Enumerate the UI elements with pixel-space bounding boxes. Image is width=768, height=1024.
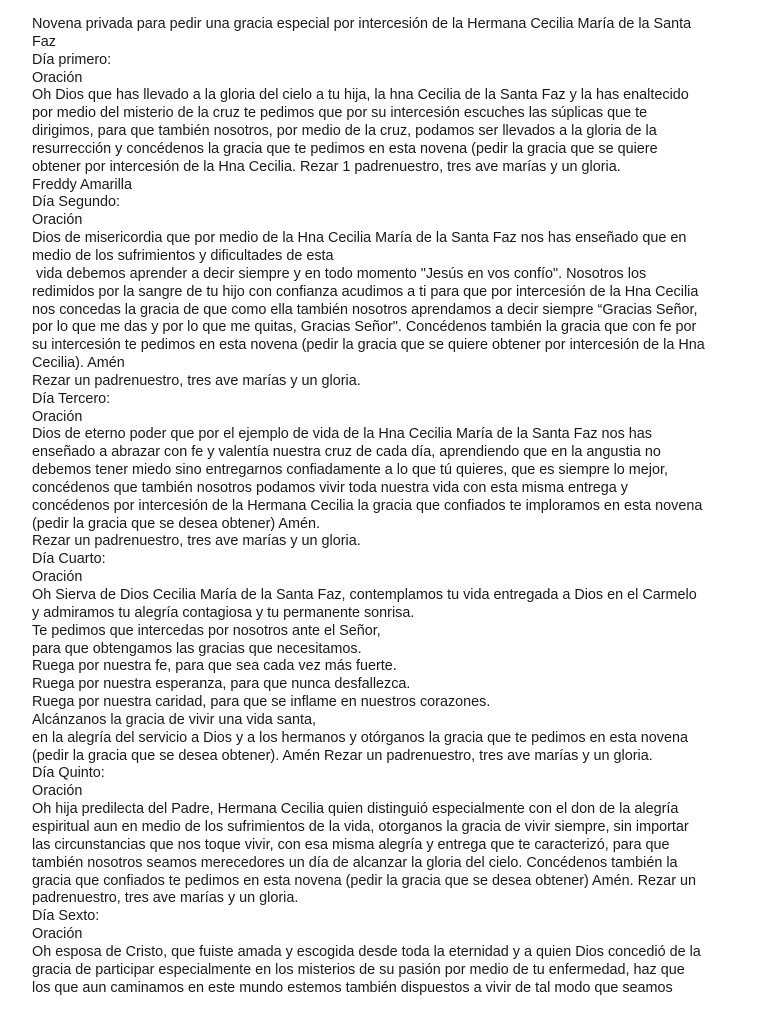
text-line: (pedir la gracia que se desea obtener) Amén. (32, 515, 320, 532)
text-line: dirigimos, para que también nosotros, por medio de la cruz, podamos ser llevados a la gloria de la (32, 123, 657, 140)
text-line: gracia que confiados te pedimos en esta novena (pedir la gracia que se desea obtener) Amén. Rezar un (32, 872, 696, 889)
text-line: Día Quinto: (32, 765, 105, 782)
text-line: las circunstancias que nos toque vivir, con esa misma alegría y entrega que te caracterizó, para que (32, 836, 670, 853)
text-line: Oración (32, 69, 83, 86)
text-line: obtener por intercesión de la Hna Cecilia. Rezar 1 padrenuestro, tres ave marías y un gloria. (32, 158, 621, 175)
text-line: Día Segundo: (32, 194, 121, 211)
text-line: Rezar un padrenuestro, tres ave marías y un gloria. (32, 372, 361, 389)
text-line: Oh hija predilecta del Padre, Hermana Cecilia quien distinguió especialmente con el don de la alegría (32, 801, 679, 818)
text-line: por medio del misterio de la cruz te pedimos que por su intercesión escuches las súplicas que te (32, 105, 648, 122)
text-line: padrenuestro, tres ave marías y un gloria. (32, 890, 299, 907)
text-line: Oración (32, 408, 83, 425)
text-line: espiritual aun en medio de los sufrimientos de la vida, otorganos la gracia de vivir siempre, sin importar (32, 818, 689, 835)
text-line: para que obtengamos las gracias que necesitamos. (32, 640, 362, 657)
text-line: los que aun caminamos en este mundo estemos también dispuestos a vivir de tal modo que seamos (32, 979, 673, 996)
text-line: resurrección y concédenos la gracia que te pedimos en esta novena (pedir la gracia que se quiere (32, 140, 658, 157)
text-line: Día Tercero: (32, 390, 111, 407)
text-line: Oh esposa de Cristo, que fuiste amada y escogida desde toda la eternidad y a quien Dios concedió de la (32, 943, 701, 960)
text-line: enseñado a abrazar con fe y valentía nuestra cruz de cada día, aprendiendo que en la angustia no (32, 444, 661, 461)
text-line: gracia de participar especialmente en los misterios de su pasión por medio de tu enfermedad, haz que (32, 961, 685, 978)
text-line: Faz (32, 33, 56, 50)
text-line: Novena privada para pedir una gracia especial por intercesión de la Hermana Cecilia María de la Santa (32, 16, 692, 32)
text-line: también nosotros seamos merecedores un día de alcanzar la gloria del cielo. Concédenos también la (32, 854, 678, 871)
text-line: su intercesión te pedimos en esta novena (pedir la gracia que se quiere obtener por intercesión de la Hna (32, 337, 705, 354)
text-line: vida debemos aprender a decir siempre y en todo momento "Jesús en vos confío". Nosotros los (32, 265, 647, 282)
text-line: Dios de misericordia que por medio de la Hna Cecilia María de la Santa Faz nos has enseñado que en (32, 230, 687, 247)
text-line: Oh Sierva de Dios Cecilia María de la Santa Faz, contemplamos tu vida entregada a Dios en el Carmelo (32, 587, 697, 603)
text-line: Día Sexto: (32, 908, 100, 925)
text-line: en la alegría del servicio a Dios y a los hermanos y otórganos la gracia que te pedimos en esta novena (32, 729, 688, 746)
text-line: Oración (32, 783, 83, 800)
text-line: Rezar un padrenuestro, tres ave marías y un gloria. (32, 533, 361, 550)
text-line: Ruega por nuestra fe, para que sea cada vez más fuerte. (32, 658, 397, 675)
text-line: Oración (32, 212, 83, 229)
text-line: debemos tener miedo sino entregarnos confiadamente a lo que tú quieres, que es siempre lo mejor, (32, 462, 668, 479)
text-line: Te pedimos que intercedas por nosotros ante el Señor, (32, 622, 381, 639)
text-line: y admiramos tu alegría contagiosa y tu permanente sonrisa. (32, 604, 415, 621)
text-line: nos concedas la gracia de que como ella también nosotros aprendamos a decir siempre “Gracias Señor, (32, 301, 698, 318)
text-line: Dios de eterno poder que por el ejemplo de vida de la Hna Cecilia María de la Santa Faz nos has (32, 426, 652, 443)
text-line: Ruega por nuestra caridad, para que se inflame en nuestros corazones. (32, 694, 491, 711)
text-line: Alcánzanos la gracia de vivir una vida santa, (32, 711, 316, 728)
text-line: Freddy Amarilla (32, 176, 132, 193)
text-line: Oh Dios que has llevado a la gloria del cielo a tu hija, la hna Cecilia de la Santa Faz y la has enaltecido (32, 87, 689, 104)
text-line: Ruega por nuestra esperanza, para que nunca desfallezca. (32, 676, 411, 693)
document-text (32, 16, 738, 997)
text-line: (pedir la gracia que se desea obtener). Amén Rezar un padrenuestro, tres ave marías y un gloria. (32, 747, 653, 764)
text-line: Día primero: (32, 51, 112, 68)
text-line: Cecilia). Amén (32, 355, 125, 372)
text-line: medio de los sufrimientos y dificultades de esta (32, 247, 334, 264)
text-line: Oración (32, 926, 83, 943)
text-line: por lo que me das y por lo que me quitas, Gracias Señor". Concédenos también la gracia que con fe por (32, 319, 697, 336)
text-line: concédenos que también nosotros podamos vivir toda nuestra vida con esta misma entrega y (32, 479, 628, 496)
text-line: concédenos por intercesión de la Hermana Cecilia la gracia que confiados te imploramos en esta novena (32, 497, 703, 514)
text-line: Oración (32, 569, 83, 586)
text-line: redimidos por la sangre de tu hijo con confianza acudimos a ti para que por intercesión de la Hna Cecilia (32, 283, 699, 300)
text-line: Día Cuarto: (32, 551, 106, 568)
